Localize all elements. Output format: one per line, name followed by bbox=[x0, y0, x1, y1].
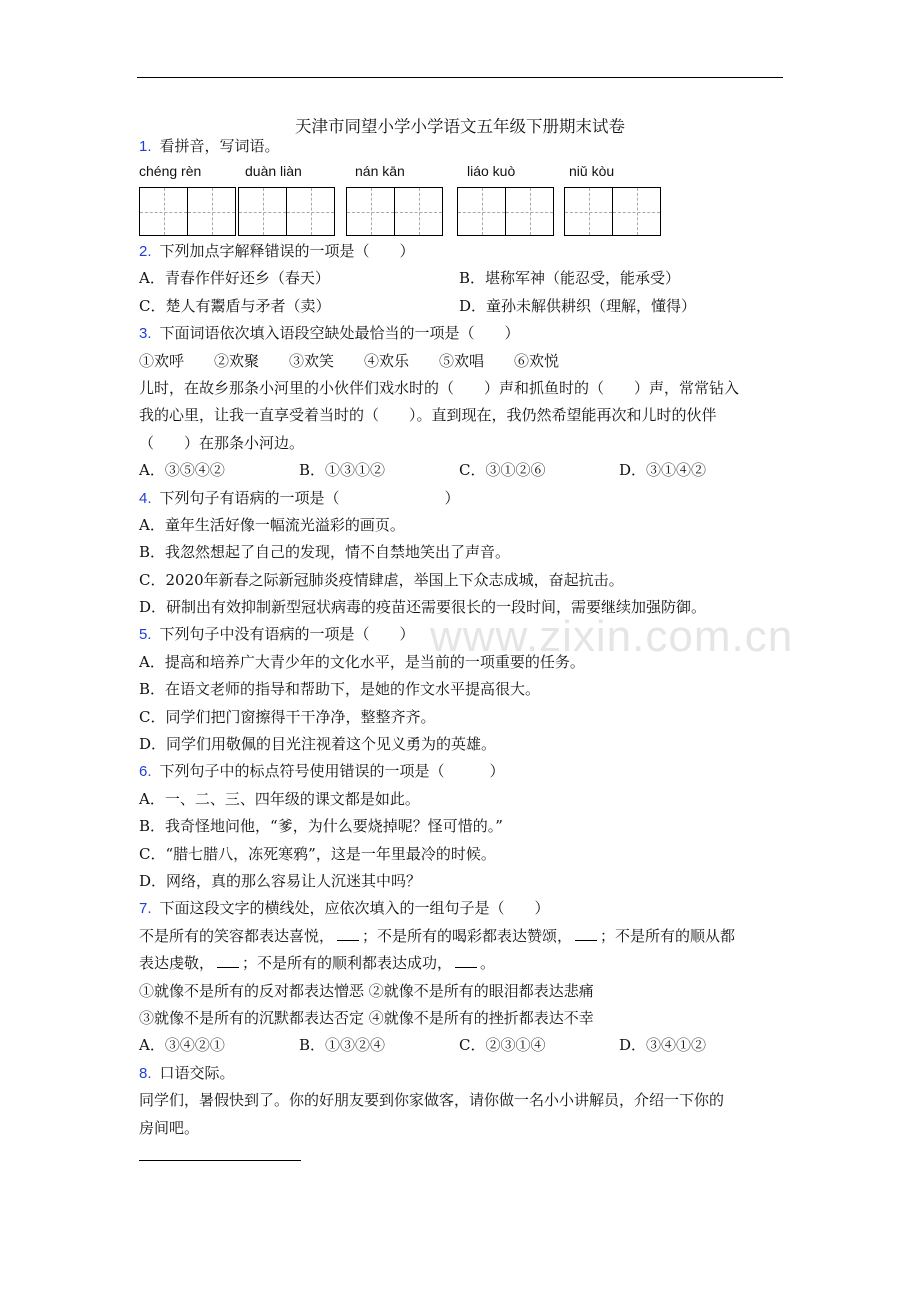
watermark: www.zixin.com.cn bbox=[430, 612, 794, 661]
option-c: C．楚人有鬻盾与矛者（卖） bbox=[139, 296, 331, 315]
option-c: C．②③①④ bbox=[459, 1036, 546, 1055]
option-a: A．童年生活好像一幅流光溢彩的画页。 bbox=[139, 515, 405, 534]
questions-body bbox=[139, 238, 784, 1142]
question-4: 4. 下列句子有语病的一项是（ ） bbox=[139, 488, 460, 507]
question-number: 1. bbox=[139, 138, 152, 155]
writing-grid-4[interactable] bbox=[457, 187, 553, 235]
question-8: 8. 口语交际。 bbox=[139, 1063, 235, 1082]
option-a: A．提高和培养广大青少年的文化水平，是当前的一项重要的任务。 bbox=[139, 652, 585, 671]
word-list: ①欢呼 ②欢聚 ③欢笑 ④欢乐 ⑤欢唱 ⑥欢悦 bbox=[139, 351, 560, 370]
option-a: A．一、二、三、四年级的课文都是如此。 bbox=[139, 789, 420, 808]
option-c: C．2020年新春之际新冠肺炎疫情肆虐，举国上下众志成城，奋起抗击。 bbox=[139, 570, 624, 589]
fill-blank[interactable] bbox=[337, 926, 359, 941]
question-5: 5. 下列句子中没有语病的一项是（ ） bbox=[139, 625, 415, 644]
question-1 bbox=[139, 136, 280, 157]
option-a: A．青春作伴好还乡（春天） bbox=[139, 269, 330, 288]
passage-line: 我的心里，让我一直享受着当时的（ ）。直到现在，我仍然希望能再次和儿时的伙伴 bbox=[139, 406, 717, 425]
writing-grid-2[interactable] bbox=[238, 187, 334, 235]
option-c: C．③①②⑥ bbox=[459, 461, 546, 480]
pinyin-3: nán kān bbox=[355, 163, 405, 179]
option-a: A．③④②① bbox=[139, 1036, 225, 1055]
writing-grid-5[interactable] bbox=[564, 187, 660, 235]
answer-line[interactable] bbox=[139, 1160, 301, 1161]
option-d: D．③④①② bbox=[619, 1036, 707, 1055]
option-d: D．③①④② bbox=[619, 461, 707, 480]
option-c: C．“腊七腊八，冻死寒鸦”，这是一年里最冷的时候。 bbox=[139, 844, 496, 863]
fill-blank[interactable] bbox=[455, 953, 477, 968]
option-b: B．堪称军神（能忍受，能承受） bbox=[459, 269, 681, 288]
option-b: B．①③②④ bbox=[299, 1036, 386, 1055]
header-rule bbox=[137, 77, 783, 78]
option-a: A．③⑤④② bbox=[139, 461, 225, 480]
sentence-choices: ③就像不是所有的沉默都表达否定 ④就像不是所有的挫折都表达不幸 bbox=[139, 1008, 594, 1027]
passage-line: 表达虔敬， ；不是所有的顺利都表达成功， 。 bbox=[139, 954, 496, 973]
passage-line: （ ）在那条小河边。 bbox=[139, 433, 305, 452]
option-d: D．研制出有效抑制新型冠状病毒的疫苗还需要很长的一段时间，需要继续加强防御。 bbox=[139, 598, 707, 617]
fill-blank[interactable] bbox=[575, 926, 597, 941]
option-c: C．同学们把门窗擦得干干净净，整整齐齐。 bbox=[139, 707, 436, 726]
option-b: B．我忽然想起了自己的发现，情不自禁地笑出了声音。 bbox=[139, 543, 511, 562]
question-3: 3. 下面词语依次填入语段空缺处最恰当的一项是（ ） bbox=[139, 324, 520, 343]
option-b: B．①③①② bbox=[299, 461, 386, 480]
passage-line: 不是所有的笑容都表达喜悦， ；不是所有的喝彩都表达赞颂， ；不是所有的顺从都 bbox=[139, 926, 736, 945]
option-d: D．同学们用敬佩的目光注视着这个见义勇为的英雄。 bbox=[139, 735, 497, 754]
question-7: 7. 下面这段文字的横线处，应依次填入的一组句子是（ ） bbox=[139, 899, 550, 918]
option-b: B．我奇怪地问他，“爹，为什么要烧掉呢？怪可惜的。” bbox=[139, 817, 503, 836]
page-title: 天津市同望小学小学语文五年级下册期末试卷 bbox=[295, 117, 625, 136]
pinyin-1: chéng rèn bbox=[139, 163, 202, 179]
option-d: D．童孙未解供耕织（理解，懂得） bbox=[459, 296, 697, 315]
option-b: B．在语文老师的指导和帮助下，是她的作文水平提高很大。 bbox=[139, 680, 541, 699]
writing-grid-1[interactable] bbox=[139, 187, 235, 235]
pinyin-2: duàn liàn bbox=[245, 163, 302, 179]
writing-grid-3[interactable] bbox=[346, 187, 442, 235]
question-6: 6. 下列句子中的标点符号使用错误的一项是（ ） bbox=[139, 762, 505, 781]
option-d: D．网络，真的那么容易让人沉迷其中吗？ bbox=[139, 871, 422, 890]
passage-line: 儿时，在故乡那条小河里的小伙伴们戏水时的（ ）声和抓鱼时的（ ）声，常常钻入 bbox=[139, 378, 740, 397]
pinyin-4: liáo kuò bbox=[467, 163, 516, 179]
question-text: 看拼音，写词语。 bbox=[159, 137, 280, 155]
question-2: 2. 下列加点字解释错误的一项是（ ） bbox=[139, 242, 415, 260]
pinyin-5: niǔ kòu bbox=[569, 163, 615, 179]
passage-line: 同学们，暑假快到了。你的好朋友要到你家做客，请你做一名小小讲解员，介绍一下你的 bbox=[139, 1091, 725, 1110]
fill-blank[interactable] bbox=[217, 953, 239, 968]
sentence-choices: ①就像不是所有的反对都表达憎恶 ②就像不是所有的眼泪都表达悲痛 bbox=[139, 981, 594, 1000]
passage-line: 房间吧。 bbox=[139, 1118, 200, 1137]
